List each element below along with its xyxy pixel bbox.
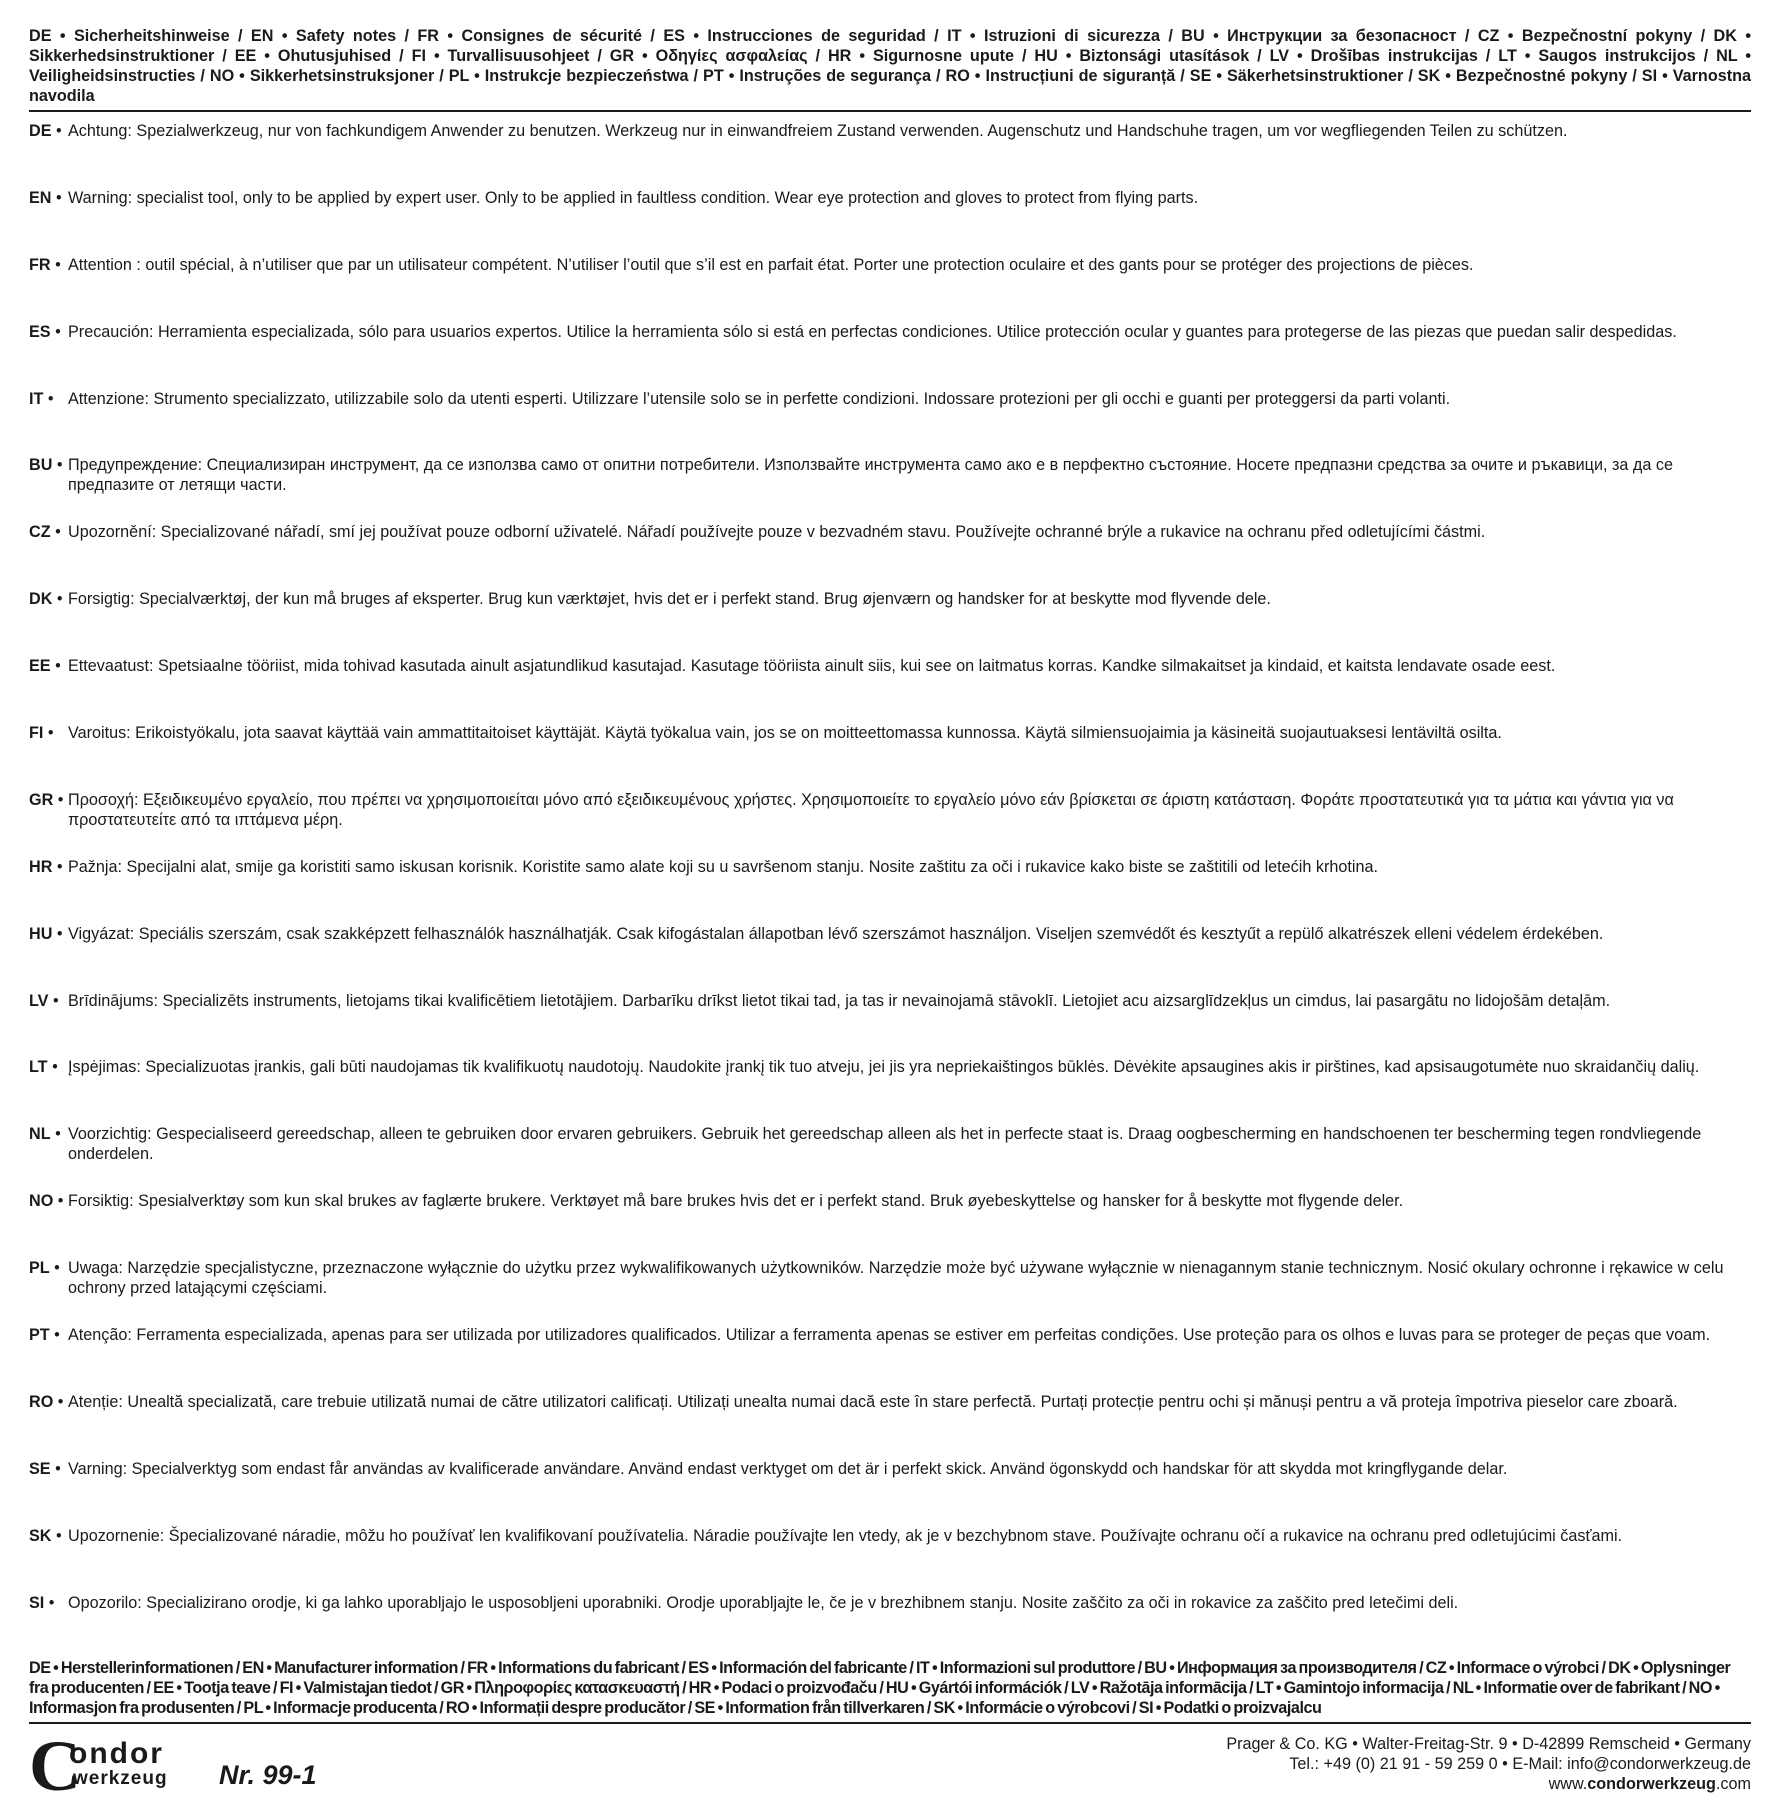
safety-note-text: Uwaga: Narzędzie specjalistyczne, przeznaczone wyłącznie do użytku przez wykwalifikowanych użytkowników. Narzędzie może być używane wyłącznie w nienagannym stanie technicznym. Nosić okulary ochronne i rękawice w celu ochrony przed latającymi częściami. (68, 1259, 1724, 1298)
safety-note-text: Varning: Specialverktyg som endast får användas av kvalificerade användare. Använd endast verktyget om det är i perfekt skick. Använd ögonskydd och handskar för att skydda mot kringflygande delar. (68, 1459, 1508, 1478)
safety-note-lv (29, 982, 1751, 1049)
language-code-label: LV (29, 991, 49, 1010)
safety-note-ro (29, 1383, 1751, 1450)
safety-note-text: Attenzione: Strumento specializzato, utilizzabile solo da utenti esperti. Utilizzare l’utensile solo se in perfette condizioni. Indossare protezioni per gli occhi e guanti per proteggersi da parti volanti. (68, 389, 1451, 408)
safety-note-pl (29, 1249, 1751, 1316)
manufacturer-info-title: DE • Herstellerinformationen / EN • Manufacturer information / FR • Informations du fabricant / ES • Información del fabricante / IT • Informazioni sul produttore / BU • Информация за производителя / CZ • Informace o výrobci / DK • Oplysninger fra producenten / EE • Tootja teave / FI • Valmistajan tiedot / GR • Πληροφορίες κατασκευαστή / HR • Podaci o proizvođaču / HU • Gyártói információk / LV • Ražotāja informācija / LT • Gamintojo informacija / NL • Informatie over de fabrikant / NO • Informasjon fra produsenten / PL • Informacje producenta / RO • Informații despre producător / SE • Information från tillverkaren / SK • Informácie o výrobcovi / SI • Podatki o proizvajalcu (29, 1659, 1731, 1718)
safety-note-text: Ettevaatust: Spetsiaalne tööriist, mida tohivad kasutada ainult asjatundlikud kasutajad. Kasutage tööriista ainult siis, kui see on laitmatus korras. Kandke silmakaitset ja kindaid, et kaitsta lendavate osade eest. (68, 657, 1556, 676)
language-code (29, 924, 68, 982)
language-code-label: SE (29, 1459, 51, 1478)
safety-note-gr (29, 781, 1751, 848)
safety-note-de (29, 112, 1751, 179)
bullet-icon: • (51, 1526, 62, 1545)
language-code-label: HU (29, 924, 53, 943)
language-code (29, 188, 68, 246)
bullet-icon: • (43, 724, 54, 743)
language-code-label: EE (29, 657, 51, 676)
bullet-icon: • (49, 1326, 60, 1345)
language-code (29, 322, 68, 380)
language-code-label: NO (29, 1192, 54, 1211)
header-title: DE • Sicherheitshinweise / EN • Safety notes / FR • Consignes de sécurité / ES • Instrucciones de seguridad / IT • Istruzioni di sicurezza / BU • Инструкции за безопасност / CZ • Bezpečnostní pokyny / DK • Sikkerhedsinstruktioner / EE • Ohutusjuhised / FI • Turvallisuusohjeet / GR • Οδηγίες ασφαλείας / HR • Sigurnosne upute / HU • Biztonsági utasítások / LV • Drošības instrukcijas / LT • Saugos instrukcijos / NL • Veiligheidsinstructies / NO • Sikkerhetsinstruksjoner / PL • Instrukcje bezpieczeństwa / PT • Instruções de segurança / RO • Instrucțiuni de siguranță / SE • Säkerhetsinstruktioner / SK • Bezpečnostné pokyny / SI • Varnostna navodila (29, 27, 1751, 105)
language-code (29, 1459, 68, 1517)
safety-note-text: Προσοχή: Εξειδικευμένο εργαλείο, που πρέπει να χρησιμοποιείται μόνο από εξειδικευμένους χρήστες. Χρησιμοποιείτε το εργαλείο μόνο εάν βρίσκεται σε άριστη κατάσταση. Φοράτε προστατευτικά για τα μάτια και γάντια για να προστατευτείτε από τα ιπτάμενα μέρη. (68, 790, 1674, 829)
safety-note-hu (29, 915, 1751, 982)
language-code-label: ES (29, 322, 51, 341)
language-code (29, 455, 68, 513)
safety-note-text: Varoitus: Erikoistyökalu, jota saavat käyttää vain ammattitaitoiset käyttäjät. Käytä työkalua vain, jos se on moitteettomassa kunnossa. Käytä silmiensuojaimia ja käsineitä suojautuaksesi lentäviltä osilta. (68, 724, 1502, 743)
bullet-icon: • (52, 857, 63, 876)
safety-note-text: Forsigtig: Specialværktøj, der kun må bruges af eksperter. Brug kun værktøjet, hvis det er i perfekt stand. Brug øjenværn og handsker for at beskytte mod flyvende dele. (68, 590, 1271, 609)
language-code-label: SK (29, 1526, 52, 1545)
language-code (29, 1258, 68, 1316)
language-code (29, 589, 68, 647)
safety-note-text: Attention : outil spécial, à n’utiliser que par un utilisateur compétent. N’utiliser l’outil que s’il est en parfait état. Porter une protection oculaire et des gants pour se protéger des projections de pièces. (68, 255, 1474, 274)
safety-note-text: Pažnja: Specijalni alat, smije ga koristiti samo iskusan korisnik. Koristite samo alate koji su u savršenom stanju. Nosite zaštitu za oči i rukavice kako biste se zaštitili od letećih krhotina. (68, 857, 1378, 876)
bullet-icon: • (53, 1392, 64, 1411)
language-code-label: BU (29, 456, 53, 475)
language-code (29, 1593, 68, 1651)
web-suffix: .com (1715, 1775, 1751, 1794)
safety-note-text: Предупреждение: Специализиран инструмент, да се използва само от опитни потребители. Използвайте инструмента само ако е в перфектно състояние. Носете предпазни средства за очите и ръкавици, за да се предпазите от летящи части. (68, 456, 1673, 495)
language-code (29, 1191, 68, 1249)
safety-note-text: Warning: specialist tool, only to be applied by expert user. Only to be applied in faultless condition. Wear eye protection and gloves to protect from flying parts. (68, 188, 1199, 207)
language-code-label: DE (29, 122, 52, 140)
bullet-icon: • (43, 389, 54, 408)
language-code-label: HR (29, 857, 53, 876)
bullet-icon: • (52, 924, 63, 943)
safety-note-text: Upozornění: Specializované nářadí, smí jej používat pouze odborní uživatelé. Nářadí používejte pouze v bezvadném stavu. Používejte ochranné brýle a rukavice na ochranu před odletujícími částmi. (68, 523, 1486, 542)
safety-note-es (29, 313, 1751, 380)
safety-note-fi (29, 714, 1751, 781)
language-code-label: IT (29, 389, 44, 408)
bullet-icon: • (53, 790, 64, 809)
language-code (29, 790, 68, 848)
language-code-label: FI (29, 724, 44, 743)
language-code (29, 656, 68, 714)
language-code-label: LT (29, 1058, 48, 1077)
language-code (29, 723, 68, 781)
logo-subword: werkzeug (73, 1768, 168, 1790)
language-code (29, 389, 68, 447)
safety-note-bu (29, 446, 1751, 513)
bullet-icon: • (49, 1259, 60, 1278)
language-code (29, 1392, 68, 1450)
language-code (29, 1526, 68, 1584)
safety-note-hr (29, 848, 1751, 915)
safety-note-text: Precaución: Herramienta especializada, sólo para usuarios expertos. Utilice la herramienta sólo si está en perfectas condiciones. Utilice protección ocular y guantes para protegerse de las piezas que puedan salir despedidas. (68, 322, 1677, 341)
safety-note-fr (29, 246, 1751, 313)
language-code (29, 1124, 68, 1182)
safety-note-dk (29, 580, 1751, 647)
bullet-icon: • (51, 122, 62, 140)
condor-logo (29, 1730, 199, 1798)
bullet-icon: • (53, 1192, 64, 1211)
safety-sheet (29, 26, 1751, 1814)
safety-note-no (29, 1182, 1751, 1249)
bullet-icon: • (50, 1459, 61, 1478)
safety-note-lt (29, 1048, 1751, 1115)
bullet-icon: • (47, 1058, 58, 1077)
safety-note-text: Atenção: Ferramenta especializada, apenas para ser utilizada por utilizadores qualificados. Utilizar a ferramenta apenas se estiver em perfeitas condições. Use proteção para os olhos e luvas para se proteger de peças que voam. (68, 1326, 1711, 1345)
language-code-label: SI (29, 1593, 45, 1612)
bullet-icon: • (52, 456, 63, 475)
safety-note-text: Atenție: Unealtă specializată, care trebuie utilizată numai de către utilizatori calificați. Utilizați unealta numai dacă este în stare perfectă. Purtați protecție pentru ochi și mănuși pentru a vă proteja împotriva pieselor care zboară. (68, 1392, 1678, 1411)
safety-note-text: Upozornenie: Špecializované náradie, môžu ho používať len kvalifikovaní používatelia. Náradie používajte len vtedy, ak je v bezchybnom stave. Používajte ochranu očí a rukavice na ochranu pred odletujúcimi časťami. (68, 1526, 1623, 1545)
safety-note-pt (29, 1316, 1751, 1383)
safety-note-text: Voorzichtig: Gespecialiseerd gereedschap, alleen te gebruiken door ervaren gebruikers. Gebruik het gereedschap alleen als het in perfecte staat is. Draag oogbescherming en handschoenen ter bescherming tegen rondvliegende onderdelen. (68, 1125, 1702, 1164)
web-prefix: www. (1548, 1775, 1588, 1794)
logo-initial: C (29, 1730, 81, 1799)
language-code-label: NL (29, 1125, 51, 1144)
bullet-icon: • (50, 523, 61, 542)
bullet-icon: • (44, 1593, 55, 1612)
address-line: Prager & Co. KG • Walter-Freitag-Str. 9 • D-42899 Remscheid • Germany (1226, 1735, 1751, 1754)
language-code-label: CZ (29, 523, 51, 542)
safety-notes-list (29, 112, 1751, 1650)
safety-note-nl (29, 1115, 1751, 1182)
language-code-label: EN (29, 188, 52, 207)
web-domain: condorwerkzeug (1587, 1775, 1716, 1794)
contact-line: Tel.: +49 (0) 21 91 - 59 259 0 • E-Mail: info@condorwerkzeug.de (1289, 1755, 1751, 1774)
language-code-label: DK (29, 590, 53, 609)
bullet-icon: • (50, 255, 61, 274)
bullet-icon: • (50, 322, 61, 341)
website-link[interactable] (1226, 1774, 1751, 1794)
bullet-icon: • (50, 1125, 61, 1144)
safety-note-text: Vigyázat: Speciális szerszám, csak szakképzett felhasználók használhatják. Csak kifogástalan állapotban lévő szerszámot használjon. Viseljen szemvédőt és kesztyűt a repülő alkatrészek elleni védelem érdekében. (68, 924, 1604, 943)
safety-note-it (29, 380, 1751, 447)
language-code (29, 1325, 68, 1383)
safety-note-text: Įspėjimas: Specializuotas įrankis, gali būti naudojamas tik kvalifikuotų naudotojų. Naudokite įrankį tik tuo atveju, jei jis yra nepriekaištingos būklės. Dėvėkite apsaugines akis ir pirštines, kad apsisaugotumėte nuo skraidančių dalių. (68, 1058, 1700, 1077)
safety-note-en (29, 179, 1751, 246)
safety-note-ee (29, 647, 1751, 714)
safety-note-text: Brīdinājums: Specializēts instruments, lietojams tikai kvalificētiem lietotājiem. Darbarīku drīkst lietot tikai tad, ja tas ir nevainojamā stāvoklī. Lietojiet acu aizsarglīdzekļus un cimdus, lai pasargātu no lidojošām detaļām. (68, 991, 1611, 1010)
language-code (29, 857, 68, 915)
safety-note-si (29, 1584, 1751, 1651)
manufacturer-block (29, 1724, 1751, 1814)
manufacturer-address (1226, 1734, 1751, 1794)
safety-note-se (29, 1450, 1751, 1517)
bullet-icon: • (48, 991, 59, 1010)
language-code-label: GR (29, 790, 54, 809)
language-code (29, 121, 68, 179)
bullet-icon: • (50, 657, 61, 676)
model-number: Nr. 99-1 (219, 1760, 317, 1791)
language-code (29, 255, 68, 313)
safety-note-text: Forsiktig: Spesialverktøy som kun skal brukes av faglærte brukere. Verktøyet må bare brukes hvis det er i perfekt stand. Bruk øyebeskyttelse og hansker for å beskytte mot flygende deler. (68, 1192, 1404, 1211)
logo-wordmark: ondor (69, 1737, 164, 1771)
safety-note-sk (29, 1517, 1751, 1584)
safety-note-cz (29, 513, 1751, 580)
language-code-label: RO (29, 1392, 54, 1411)
language-code-label: PL (29, 1259, 50, 1278)
language-code (29, 522, 68, 580)
language-code-label: FR (29, 255, 51, 274)
bullet-icon: • (51, 188, 62, 207)
language-code (29, 991, 68, 1049)
bullet-icon: • (52, 590, 63, 609)
language-code (29, 1057, 68, 1115)
safety-note-text: Opozorilo: Specializirano orodje, ki ga lahko uporabljajo le usposobljeni uporabniki. Orodje uporabljajte le, če je v brezhibnem stanju. Nosite zaščito za oči in rokavice za zaščito pred letečimi deli. (68, 1593, 1459, 1612)
language-code-label: PT (29, 1326, 50, 1345)
safety-note-text: Achtung: Spezialwerkzeug, nur von fachkundigem Anwender zu benutzen. Werkzeug nur in einwandfreiem Zustand verwenden. Augenschutz und Handschuhe tragen, um vor wegfliegenden Teilen zu schützen. (68, 122, 1568, 140)
